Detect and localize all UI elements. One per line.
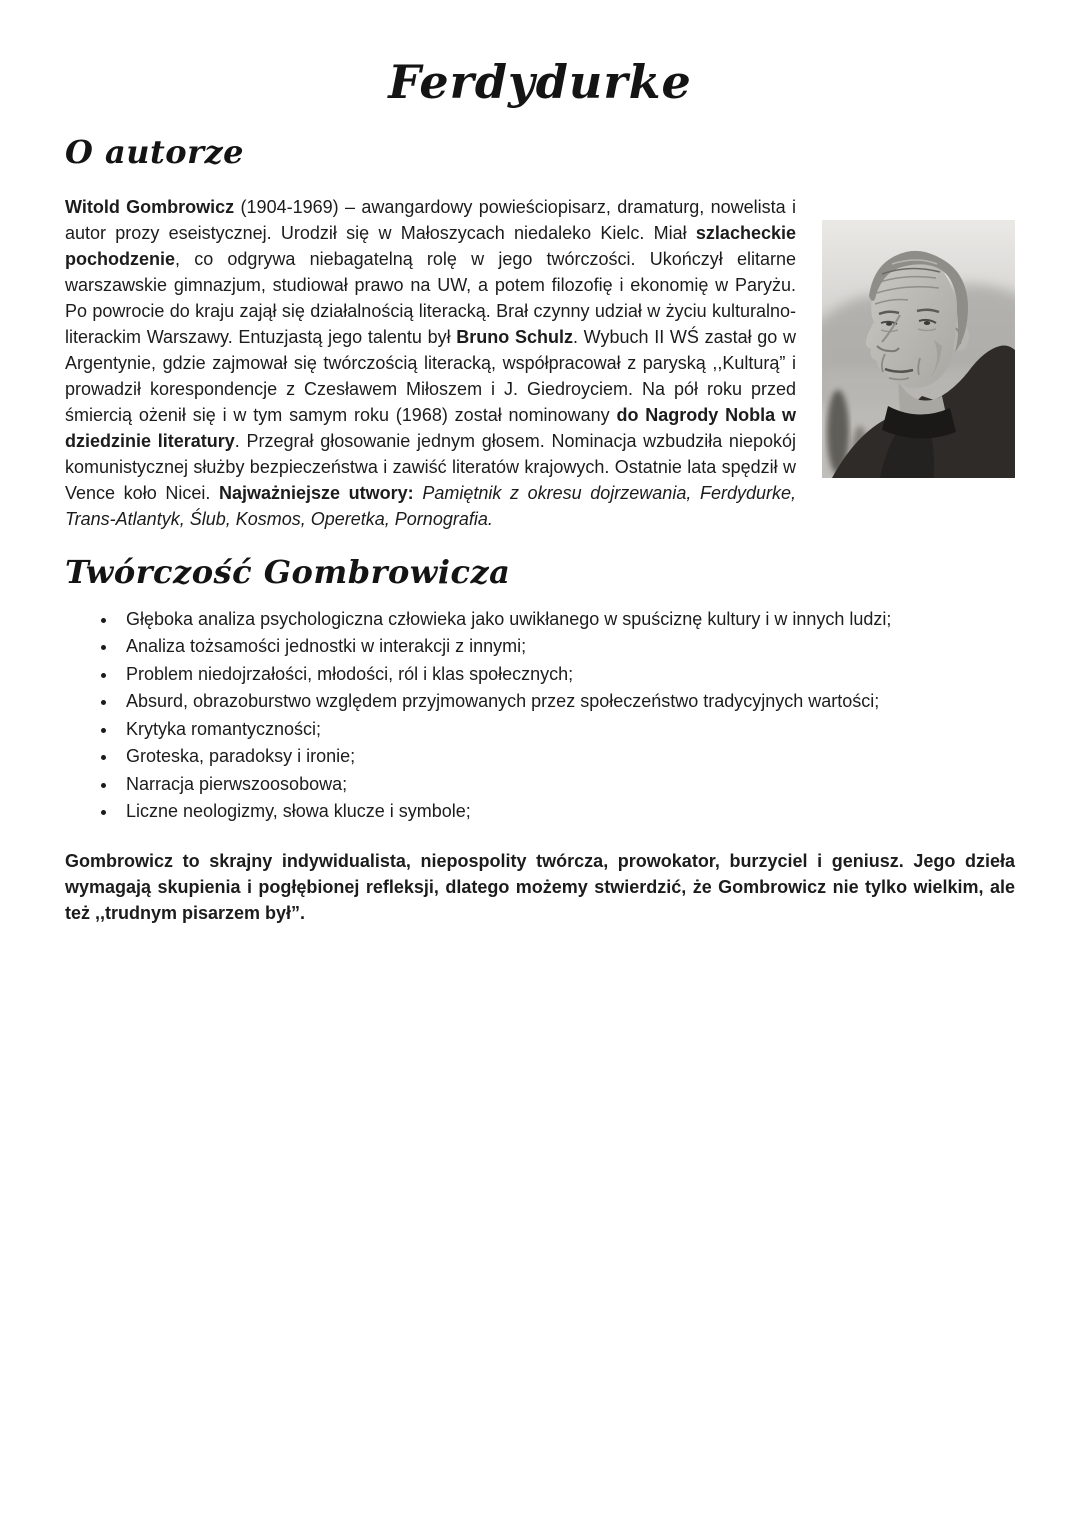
list-item: • Absurd, obrazoburstwo względem przyjmowanych przez społeczeństwo tradycyjnych wartości; [118,688,1015,716]
list-item: • Głęboka analiza psychologiczna człowieka jako uwikłanego w spuściznę kultury i w innych ludzi; [118,606,1015,634]
text-segment: Witold Gombrowicz [65,196,235,217]
conclusion-paragraph [65,848,1015,926]
about-author-section [65,194,1015,532]
page-title: Ferdydurke [388,55,692,109]
section-heading-works: Twórczość Gombrowicza [65,552,511,591]
text-segment: . Przegrał głosowanie jednym głosem. Nominacja wzbudziła niepokój komunistycznej służby bezpieczeństwa i zawiść literatów krajowych. Ostatnie lata spędził w Vence koło Nicei. [65,430,796,503]
list-item: • Narracja pierwszoosobowa; [118,771,1015,799]
list-item: • Analiza tożsamości jednostki w interakcji z innymi; [118,633,1015,661]
text-segment: Najważniejsze utwory: [218,482,414,503]
text-segment: . Wybuch II WŚ zastał go w Argentynie, gdzie zajmował się twórczością literacką, współpracował z paryską ,,Kulturą” i prowadził korespondencje z Czesławem Miłoszem i J. Giedroyciem. Na pół roku przed śmiercią ożenił się i w tym samym roku (1968) został nominowany [65,326,796,425]
text-segment: Pamiętnik z okresu dojrzewania, Ferdydurke, Trans-Atlantyk, Ślub, Kosmos, Operetka, Pornografia. [65,482,796,529]
text-segment: do Nagrody Nobla w dziedzinie literatury [65,404,796,451]
text-segment: (1904-1969) – awangardowy powieściopisarz, dramaturg, nowelista i autor prozy eseistycznej. Urodził się w Małoszycach niedaleko Kielc. Miał [65,196,796,243]
list-item: • Problem niedojrzałości, młodości, ról i klas społecznych; [118,661,1015,689]
section-heading-about: O autorze [65,132,245,171]
text-segment: Gombrowicz to skrajny indywidualista, niepospolity twórcza, prowokator, burzyciel i geniusz. Jego dzieła wymagają skupienia i pogłębionej refleksji, dlatego możemy stwierdzić, że Gombrowicz nie tylko wielkim, ale też ,,trudnym pisarzem był”. [65,850,1015,923]
creativity-list [65,606,1015,826]
text-segment: szlacheckie pochodzenie [65,222,796,269]
list-item: • Krytyka romantyczności; [118,716,1015,744]
portrait-illustration [822,220,1015,478]
list-item: • Groteska, paradoksy i ironie; [118,743,1015,771]
gombrowicz-portrait-photo [822,220,1015,478]
list-item: • Liczne neologizmy, słowa klucze i symbole; [118,798,1015,826]
text-segment: , co odgrywa niebagatelną rolę w jego twórczości. Ukończył elitarne warszawskie gimnazjum, studiował prawo na UW, a potem filozofię i ekonomię w Paryżu. Po powrocie do kraju zajął się działalnością literacką. Brał czynny udział w życiu kulturalno-literackim Warszawy. Entuzjastą jego talentu był [65,248,796,347]
text-segment: Bruno Schulz [456,326,573,347]
